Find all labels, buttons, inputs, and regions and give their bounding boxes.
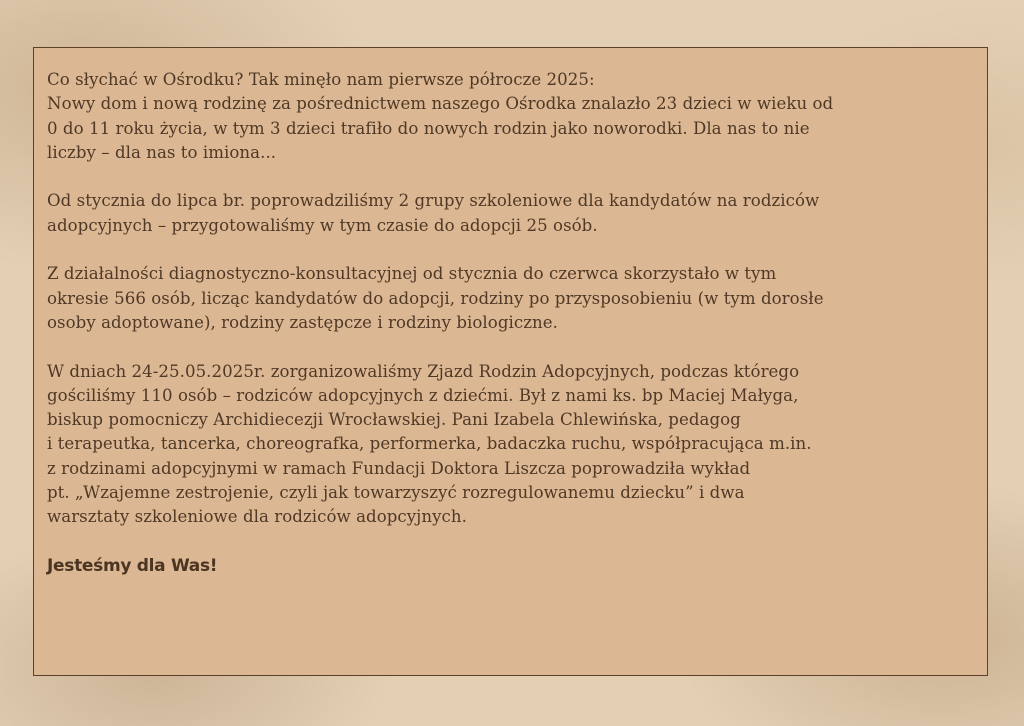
document-body — [47, 68, 977, 578]
text-line: liczby – dla nas to imiona... — [47, 142, 277, 162]
text-line: W dniach 24-25.05.2025r. zorganizowaliśmy Zjazd Rodzin Adopcyjnych, podczas którego — [47, 361, 800, 381]
text-line: z rodzinami adopcyjnymi w ramach Fundacji Doktora Liszcza poprowadziła wykład — [47, 458, 751, 478]
paragraph-summary — [47, 68, 977, 165]
text-line: gościliśmy 110 osób – rodziców adopcyjnych z dziećmi. Był z nami ks. bp Maciej Małyga, — [47, 385, 799, 405]
text-line: okresie 566 osób, licząc kandydatów do adopcji, rodziny po przysposobieniu (w tym dorosłe — [47, 288, 824, 308]
paragraph-family-meeting — [47, 360, 977, 530]
text-line: Od stycznia do lipca br. poprowadziliśmy 2 grupy szkoleniowe dla kandydatów na rodziców — [47, 191, 820, 211]
text-line: osoby adoptowane), rodziny zastępcze i rodziny biologiczne. — [47, 312, 558, 332]
paragraph-training — [47, 189, 977, 238]
paragraph-consulting — [47, 262, 977, 335]
text-line: pt. „Wzajemne zestrojenie, czyli jak towarzyszyć rozregulowanemu dziecku” i dwa — [47, 483, 745, 503]
text-line: warsztaty szkoleniowe dla rodziców adopcyjnych. — [47, 507, 467, 527]
text-line: adopcyjnych – przygotowaliśmy w tym czasie do adopcji 25 osób. — [47, 215, 598, 235]
closing-statement: Jesteśmy dla Was! — [47, 555, 218, 576]
text-line: Z działalności diagnostyczno-konsultacyjnej od stycznia do czerwca skorzystało w tym — [47, 264, 777, 284]
text-line: 0 do 11 roku życia, w tym 3 dzieci trafiło do nowych rodzin jako noworodki. Dla nas to nie — [47, 118, 810, 138]
text-line: Nowy dom i nową rodzinę za pośrednictwem naszego Ośrodka znalazło 23 dzieci w wieku od — [47, 94, 834, 114]
text-line: i terapeutka, tancerka, choreografka, performerka, badaczka ruchu, współpracująca m.in. — [47, 434, 812, 454]
text-line: biskup pomocniczy Archidiecezji Wrocławskiej. Pani Izabela Chlewińska, pedagog — [47, 410, 741, 430]
text-line: Co słychać w Ośrodku? Tak minęło nam pierwsze półrocze 2025: — [47, 70, 595, 89]
